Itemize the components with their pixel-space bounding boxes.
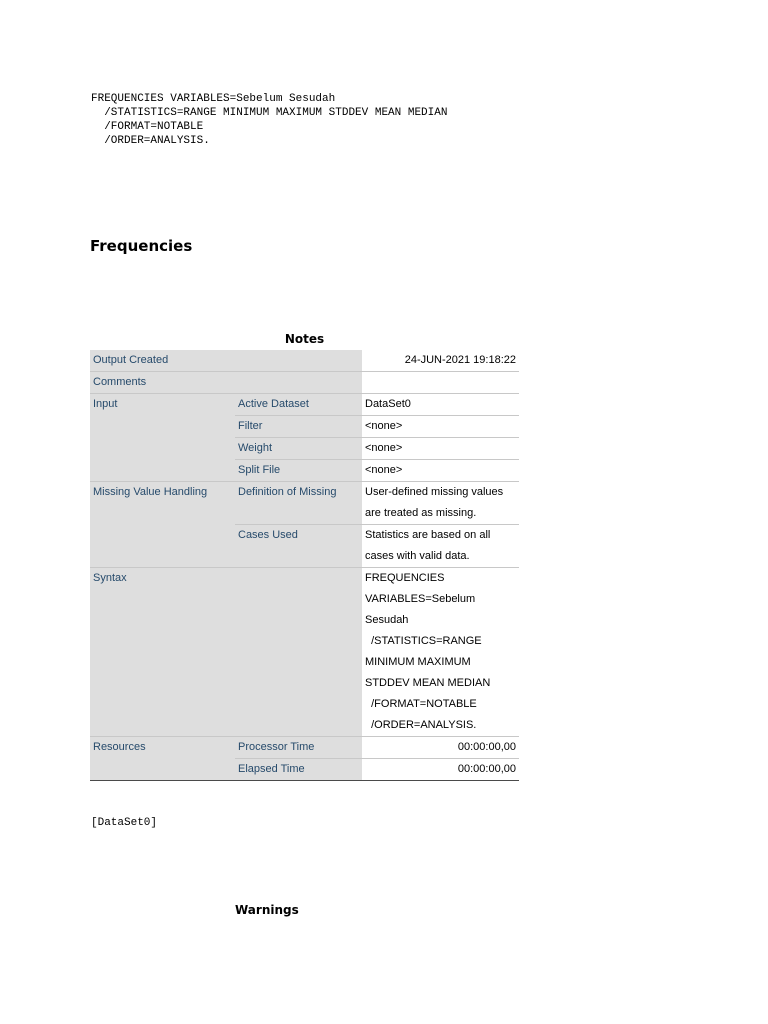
row-input-active-dataset: [90, 394, 519, 416]
row-resources-processor: [90, 737, 519, 759]
split-file-value: <none>: [362, 460, 519, 482]
elapsed-time-label: Elapsed Time: [235, 759, 362, 781]
processor-time-label: Processor Time: [235, 737, 362, 759]
processor-time-value: 00:00:00,00: [362, 737, 519, 759]
definition-of-missing-value: [362, 482, 519, 525]
resources-label: Resources: [90, 737, 235, 781]
cases-used-line-2: cases with valid data.: [365, 550, 470, 562]
syntax-line-4: /STATISTICS=RANGE: [365, 635, 482, 647]
syntax-line-6: STDDEV MEAN MEDIAN: [365, 677, 491, 689]
cases-used-line-1: Statistics are based on all: [365, 529, 491, 541]
dataset-label: [DataSet0]: [91, 817, 158, 829]
syntax-label: Syntax: [90, 568, 362, 737]
active-dataset-value: DataSet0: [362, 394, 519, 416]
weight-label: Weight: [235, 438, 362, 460]
notes-table: [90, 350, 519, 781]
comments-value: [362, 372, 519, 394]
syntax-line-3: Sesudah: [365, 614, 409, 626]
row-comments: [90, 372, 519, 394]
weight-value: <none>: [362, 438, 519, 460]
row-output-created: [90, 350, 519, 372]
syntax-line-7: /FORMAT=NOTABLE: [365, 698, 477, 710]
definition-line-1: User-defined missing values: [365, 486, 504, 498]
frequencies-heading: Frequencies: [90, 237, 193, 255]
warnings-title: Warnings: [235, 903, 299, 917]
syntax-value: [362, 568, 519, 737]
filter-label: Filter: [235, 416, 362, 438]
split-file-label: Split File: [235, 460, 362, 482]
output-created-label: Output Created: [90, 350, 362, 372]
syntax-line-1: FREQUENCIES: [365, 572, 445, 584]
syntax-line-2: VARIABLES=Sebelum: [365, 593, 476, 605]
cases-used-label: Cases Used: [235, 525, 362, 568]
row-syntax: [90, 568, 519, 737]
syntax-line-5: MINIMUM MAXIMUM: [365, 656, 471, 668]
definition-of-missing-label: Definition of Missing: [235, 482, 362, 525]
active-dataset-label: Active Dataset: [235, 394, 362, 416]
notes-table-title: Notes: [284, 332, 325, 346]
comments-label: Comments: [90, 372, 362, 394]
syntax-block: FREQUENCIES VARIABLES=Sebelum Sesudah /STATISTICS=RANGE MINIMUM MAXIMUM STDDEV MEAN MEDIAN /FORMAT=NOTABLE /ORDER=ANALYSIS.: [91, 93, 448, 147]
elapsed-time-value: 00:00:00,00: [362, 759, 519, 781]
output-created-value: 24-JUN-2021 19:18:22: [362, 350, 519, 372]
input-label: Input: [90, 394, 235, 482]
row-missing-definition: [90, 482, 519, 525]
cases-used-value: [362, 525, 519, 568]
missing-value-handling-label: Missing Value Handling: [90, 482, 235, 568]
definition-line-2: are treated as missing.: [365, 507, 477, 519]
filter-value: <none>: [362, 416, 519, 438]
syntax-line-8: /ORDER=ANALYSIS.: [365, 719, 477, 731]
